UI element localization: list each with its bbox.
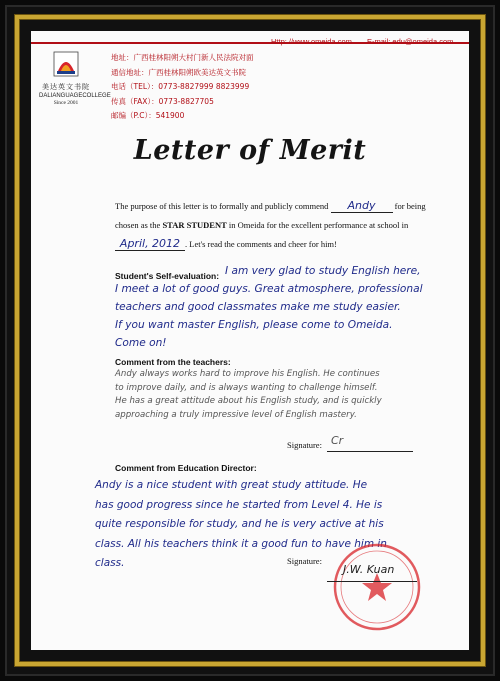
director-signature: J.W. Kuan [343, 563, 395, 576]
teachers-comment-line: Andy always works hard to improve his English. He continues [115, 369, 380, 379]
director-signature-line [327, 581, 417, 582]
intro-text-5: . Let's read the comments and cheer for him! [185, 239, 337, 249]
self-eval-line: I meet a lot of good guys. Great atmosphere, professional [115, 283, 423, 295]
contact-mail-address: 通信地址：广西桂林阳朔欧美达英文书院 [111, 67, 246, 77]
director-comment-line: Andy is a nice student with great study attitude. He [95, 479, 368, 491]
teachers-signature: Cr [331, 434, 344, 447]
student-name: Andy [331, 200, 393, 213]
logo-since: Since 2001 [53, 100, 79, 106]
teachers-signature-line [327, 451, 413, 452]
intro-text-1: The purpose of this letter is to formally and publicly commend [115, 201, 329, 211]
contact-block [111, 51, 254, 124]
logo-chinese-name: 美达英文书院 [42, 83, 90, 91]
self-eval-line: If you want master English, please come to Omeida. [115, 319, 393, 331]
contact-postcode: 邮编（P.C）：541900 [111, 111, 185, 120]
teachers-signature-label: Signature: [287, 440, 322, 450]
self-eval-line: I am very glad to study English here, [225, 265, 421, 277]
director-comment-line: class. [95, 557, 125, 569]
director-comment-line: quite responsible for study, and he is very active at his [95, 518, 384, 530]
teachers-comment-line: He has a great attitude about his English study, and is quickly [115, 396, 382, 406]
teachers-comment-text [115, 368, 465, 422]
flame-logo-icon [53, 51, 79, 81]
header-website: Http: //www.omeida.com [271, 37, 352, 46]
logo-english-name: DALIANGUAGECOLLEGE [39, 93, 111, 99]
self-eval-text [115, 262, 465, 352]
intro-text-4: in Omeida for the excellent performance at school in [228, 220, 409, 230]
contact-tel: 电话（TEL）：0773-8827999 8823999 [111, 82, 250, 91]
director-comment-line: class. All his teachers think it a good fun to have him in [95, 537, 387, 550]
letter-paper [31, 31, 469, 650]
contact-fax: 传真（FAX）：0773-8827705 [111, 96, 214, 106]
teachers-comment-line: approaching a truly impressive level of English mastery. [115, 409, 357, 420]
teachers-comment-label: Comment from the teachers: [115, 357, 231, 367]
director-comment-line: has good progress since he started from Level 4. He is [95, 498, 383, 511]
intro-line-3 [115, 235, 445, 254]
header-email: E-mail: edu@omeida.com [367, 37, 454, 46]
self-eval-line: teachers and good classmates make me study easier. [115, 301, 401, 313]
intro-text-2: for being [394, 201, 426, 211]
official-seal-icon [331, 541, 423, 633]
self-eval-line: Come on! [115, 337, 167, 349]
director-signature-label: Signature: [287, 556, 322, 566]
intro-line-2 [115, 216, 445, 235]
school-logo [39, 51, 111, 106]
letter-title: Letter of Merit [133, 135, 367, 166]
star-student-label: STAR STUDENT [162, 220, 227, 230]
merit-date: April, 2012 [115, 238, 185, 251]
teachers-comment-line: to improve daily, and is always wanting to challenge himself. [115, 382, 378, 393]
director-comment-label: Comment from Education Director: [115, 463, 257, 473]
intro-paragraph [115, 197, 445, 254]
contact-address: 地址：广西桂林阳朔大村门新人民法院对面 [111, 53, 254, 62]
self-eval-label: Student's Self-evaluation: [115, 271, 220, 281]
intro-text-3: chosen as the [115, 220, 161, 230]
intro-line-1 [115, 197, 445, 216]
